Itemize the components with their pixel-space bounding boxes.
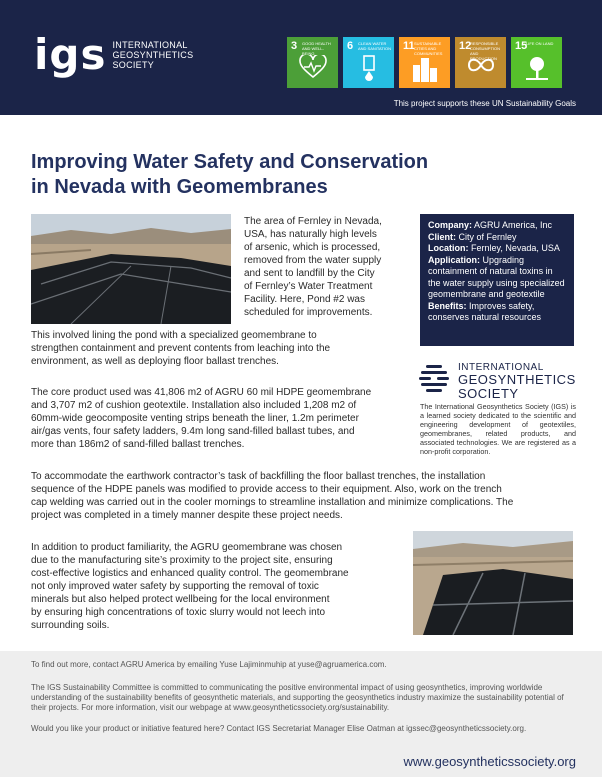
igs-description: The International Geosynthetics Society (IGS) is a learned society dedicated to the scientific and engineering development of geotextiles, geomembranes, related products, and associated technologies. We are registered as a non-profit corporation. xyxy=(420,402,576,456)
pond-aerial-photo xyxy=(31,214,231,324)
city-buildings-icon xyxy=(411,55,439,83)
paragraph-installation: To accommodate the earthwork contractor’s task of backfilling the floor ballast trenches, the installation sequence of the HDPE panels was modified to provide access to their equipment. Also, work on the trench cap welding was carried out in the cooler mornings to streamline installation and minimize complications. The project was completed in a timely manner despite these project needs. xyxy=(31,471,514,521)
heartbeat-icon xyxy=(299,55,327,79)
tree-icon xyxy=(523,55,551,83)
contact-text: To find out more, contact AGRU America by emailing Yuse Lajiminmuhip at yuse@agruamerica.com. xyxy=(31,660,387,669)
paragraph-intro-cont: This involved lining the pond with a specialized geomembrane to strengthen containment and prevent contents from leaching into the environment, as well as deploying floor ballast trenches. xyxy=(31,330,331,367)
igs-logo-text: INTERNATIONAL GEOSYNTHETICS SOCIETY xyxy=(112,40,194,70)
sdg-tile-11: 11 SUSTAINABLE CITIES AND COMMUNITIES xyxy=(399,37,450,88)
globe-lines-icon xyxy=(416,362,452,398)
sdg-tile-3: 3 GOOD HEALTH AND WELL-BEING xyxy=(287,37,338,88)
header-band xyxy=(0,0,602,115)
sdg-tile-15: 15 LIFE ON LAND xyxy=(511,37,562,88)
paragraph-product: The core product used was 41,806 m2 of AGRU 60 mil HDPE geomembrane and 3,707 m2 of cushion geotextile. Installation also included 1,208 m2 of 60mm-wide geocomposite venting strips beneath the liner, 1.2m perimeter air/gas vents, four safety ladders, 9.4m long sand-filled ballast tubes, and more than 186m2 of sand-filled ballast trenches. xyxy=(31,387,372,450)
igs-logo xyxy=(34,30,194,79)
sdg-icons xyxy=(287,37,562,88)
paragraph-intro: The area of Fernley in Nevada, USA, has naturally high levels of arsenic, which is processed, removed from the water supply and sent to landfill by the City of Fernley’s Water Treatment Facility. Here, Pond #2 was scheduled for improvements. xyxy=(244,216,382,318)
pond-closeup-photo xyxy=(413,531,573,635)
sdg-tile-6: 6 CLEAN WATER AND SANITATION xyxy=(343,37,394,88)
website-link[interactable]: www.geosyntheticssociety.org xyxy=(403,754,576,769)
igs-society-logo: INTERNATIONAL GEOSYNTHETICS SOCIETY xyxy=(416,360,576,400)
igs-logo-letters: igs xyxy=(34,30,107,79)
featured-text: Would you like your product or initiative featured here? Contact IGS Secretariat Manager Elise Oatman at igssec@geosyntheticssociety.org. xyxy=(31,724,527,733)
infinity-loop-icon xyxy=(467,55,495,75)
project-info-box: Company: AGRU America, Inc Client: City of Fernley Location: Fernley, Nevada, USA Application: Upgrading containment of natural toxins in the water supply using specialized geomembrane and geotextile Benefits: Improves safety, conserves natural resources xyxy=(420,214,574,346)
water-drop-icon xyxy=(355,55,383,83)
paragraph-choice: In addition to product familiarity, the AGRU geomembrane was chosen due to the manufacturing site’s proximity to the project site, ensuring cost-effective logistics and enhanced quality control. The geomembrane not only improved water safety by supporting the removal of toxic minerals but also helped protect wellbeing for the local environment by ensuring high concentrations of toxic slurry would not leech into surrounding soils. xyxy=(31,542,349,631)
sdg-note: This project supports these UN Sustainability Goals xyxy=(393,99,576,108)
committee-text: The IGS Sustainability Committee is committed to communicating the positive environmental impact of using geosynthetics, improving worldwide understanding of the sustainability benefits of geosynthetic materials, and supporting the geosynthetics industry maximize the sustainability potential of their projects. For more information, visit our webpage at www.geosyntheticssociety.org/sustainability. xyxy=(31,683,564,712)
sdg-tile-12: 12 RESPONSIBLE CONSUMPTION AND PRODUCTION xyxy=(455,37,506,88)
page-title: Improving Water Safety and Conservation in Nevada with Geomembranes xyxy=(31,151,429,198)
